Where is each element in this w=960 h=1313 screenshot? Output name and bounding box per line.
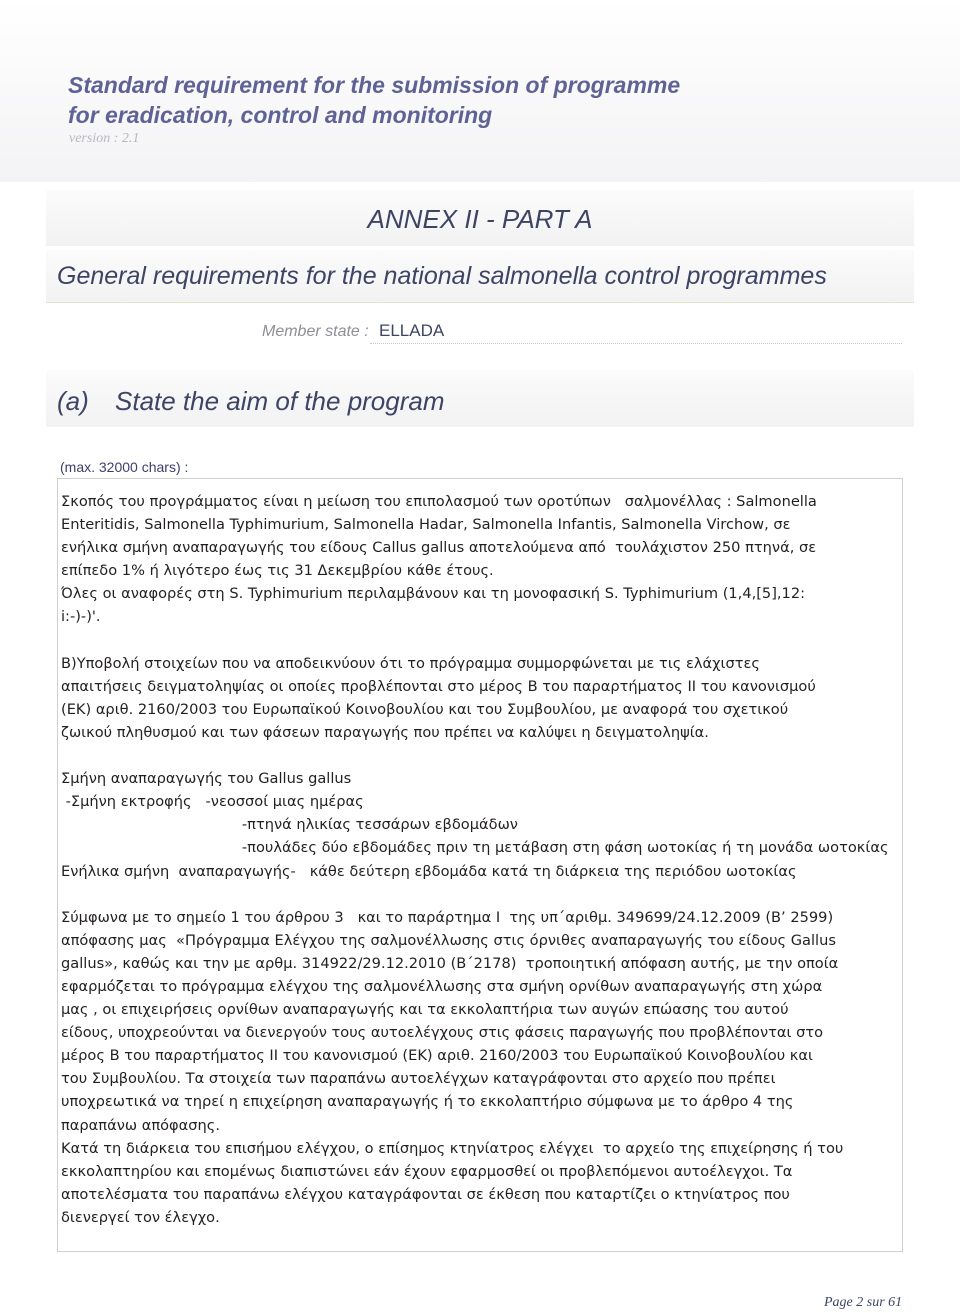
- text-line: απόφασης μας «Πρόγραμμα Ελέγχου της σαλμονέλλωσης στις όρνιθες αναπαραγωγής του είδους Gallus: [61, 931, 836, 949]
- member-state-underline: [370, 343, 902, 344]
- text-line: εφαρμόζεται το πρόγραμμα ελέγχου της σαλμονέλλωσης στα σμήνη ορνίθων αναπαραγωγής στη χώρα: [61, 977, 823, 995]
- text-line: Enteritidis, Salmonella Typhimurium, Salmonella Hadar, Salmonella Infantis, Salmonella Virchow, σε: [61, 516, 791, 534]
- text-line: Όλες οι αναφορές στη S. Typhimurium περιλαμβάνουν και τη μονοφασική S. Typhimurium (1,4,[5],12:: [61, 585, 806, 603]
- paragraph-flocks: [61, 767, 902, 882]
- text-line: Ενήλικα σμήνη αναπαραγωγής- κάθε δεύτερη εβδομάδα κατά τη διάρκεια της περιόδου ωοτοκίας: [61, 862, 797, 880]
- text-line: -πτηνά ηλικίας τεσσάρων εβδομάδων: [61, 816, 518, 834]
- text-line: παραπάνω απόφασης.: [61, 1116, 220, 1134]
- paragraph-sampling: [61, 652, 902, 744]
- text-line: ενήλικα σμήνη αναπαραγωγής του είδους Callus gallus αποτελούμενα από τουλάχιστον 250 πτηνά, σε: [61, 539, 817, 557]
- text-line: διενεργεί τον έλεγχο.: [61, 1208, 220, 1226]
- section-letter: (a): [57, 386, 89, 416]
- text-line: μέρος Β του παραρτήματος ΙΙ του κανονισμού (ΕΚ) αριθ. 2160/2003 του Ευρωπαϊκού Κοινοβουλίου και: [61, 1047, 813, 1065]
- text-line: απαιτήσεις δειγματοληψίας οι οποίες προβλέπονται στο μέρος Β του παραρτήματος ΙΙ του κανονισμού: [61, 677, 816, 695]
- text-line: ζωικού πληθυσμού και των φάσεων παραγωγής που πρέπει να καλύψει η δειγματοληψία.: [61, 723, 709, 741]
- text-line: μας , οι επιχειρήσεις ορνίθων αναπαραγωγής και τα εκκολαπτήρια των αυγών επώασης του αυτού: [61, 1001, 789, 1019]
- paragraph-aim: [61, 490, 902, 629]
- text-line: (ΕΚ) αριθ. 2160/2003 του Ευρωπαϊκού Κοινοβουλίου και του Συμβουλίου, με αναφορά του σχετικού: [61, 700, 789, 718]
- max-chars-label: (max. 32000 chars) :: [60, 459, 189, 475]
- general-requirements-title: General requirements for the national salmonella control programmes: [57, 262, 827, 290]
- version-label: version : 2.1: [69, 131, 140, 146]
- paragraph-legal: [61, 906, 902, 1229]
- text-line: αποτελέσματα του παραπάνω ελέγχου καταγράφονται σε έκθεση που καταρτίζει ο κτηνίατρος που: [61, 1185, 790, 1203]
- text-line: Σύμφωνα με το σημείο 1 του άρθρου 3 και το παράρτημα Ι της υπ΄αριθμ. 349699/24.12.2009 (Β’ 2599): [61, 908, 834, 926]
- text-line: Β)Υποβολή στοιχείων που να αποδεικνύουν ότι το πρόγραμμα συμμορφώνεται με τις ελάχιστες: [61, 654, 760, 672]
- page-number: Page 2 sur 61: [824, 1295, 903, 1310]
- document-title: [68, 70, 680, 130]
- text-line: Κατά τη διάρκεια του επισήμου ελέγχου, ο επίσημος κτηνίατρος ελέγχει το αρχείο της επιχείρησης ή του: [61, 1139, 844, 1157]
- text-line: του Συμβουλίου. Τα στοιχεία των παραπάνω αυτοελέγχων καταγράφονται στο αρχείο που πρέπει: [61, 1070, 776, 1088]
- section-title: State the aim of the program: [115, 386, 445, 416]
- text-line: -Σμήνη εκτροφής -νεοσσοί μιας ημέρας: [61, 793, 364, 811]
- text-line: Σμήνη αναπαραγωγής του Gallus gallus: [61, 770, 352, 788]
- text-line: υποχρεωτικά να τηρεί η επιχείρηση αναπαραγωγής ή το εκκολαπτήριο σύμφωνα με το άρθρο 4 της: [61, 1093, 794, 1111]
- text-line: -πουλάδες δύο εβδομάδες πριν τη μετάβαση στη φάση ωοτοκίας ή τη μονάδα ωοτοκίας: [61, 839, 889, 857]
- text-line: είδους, υποχρεούνται να διενεργούν τους αυτοελέγχους στις φάσεις παραγωγής που προβλέπονται στο: [61, 1024, 824, 1042]
- annex-title: ANNEX II - PART A: [367, 204, 593, 234]
- member-state-label: Member state :: [262, 323, 369, 340]
- text-line: επίπεδο 1% ή λιγότερο έως τις 31 Δεκεμβρίου κάθε έτους.: [61, 562, 494, 580]
- member-state-value: ELLADA: [379, 321, 445, 340]
- text-line: Σκοπός του προγράμματος είναι η μείωση του επιπολασμού των οροτύπων σαλμονέλλας : Salmonella: [61, 493, 817, 510]
- document-title-line-1: Standard requirement for the submission of programme: [68, 72, 681, 98]
- document-title-line-2: for eradication, control and monitoring: [68, 102, 493, 128]
- text-line: gallus», καθώς και την με αρθμ. 314922/29.12.2010 (Β΄2178) τροποιητική απόφαση αυτής, με την οποία: [61, 954, 839, 972]
- text-line: i:-)-)'.: [61, 608, 101, 626]
- text-line: εκκολαπτηρίου και επομένως διαπιστώνει εάν έχουν εφαρμοσθεί οι προβλεπόμενοι αυτοέλεγχοι. Τα: [61, 1162, 793, 1180]
- aim-text-box[interactable]: [57, 478, 903, 1252]
